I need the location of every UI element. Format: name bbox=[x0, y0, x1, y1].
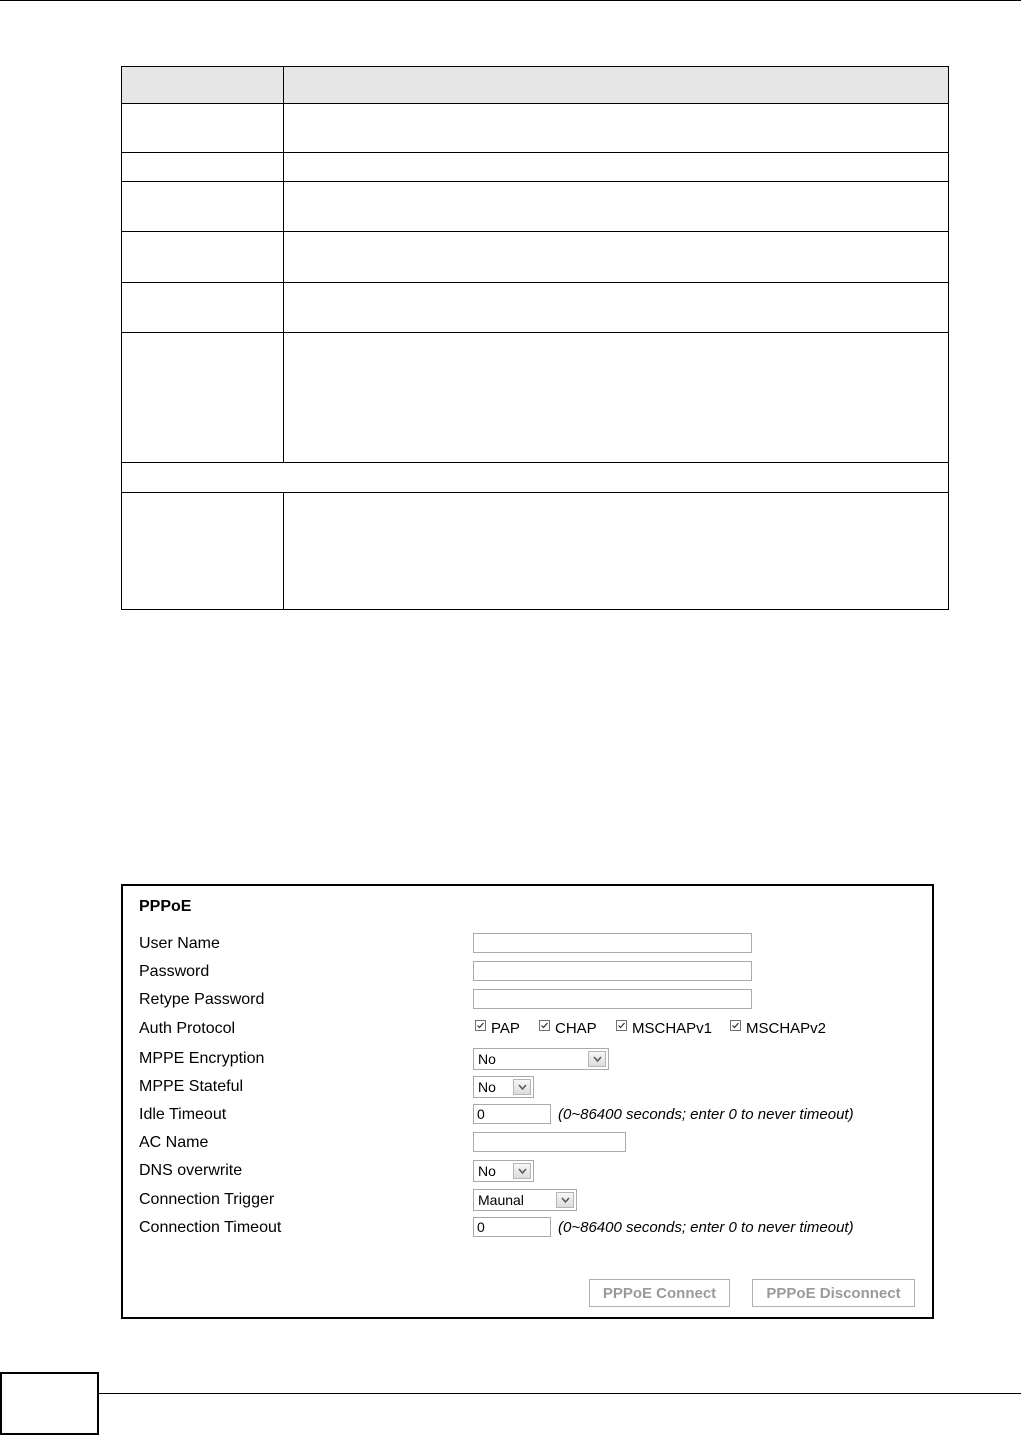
panel-title: PPPoE bbox=[139, 898, 192, 915]
mppe-encryption-value: No bbox=[478, 1051, 496, 1067]
idle-timeout-input[interactable] bbox=[473, 1104, 551, 1124]
table-row-divider bbox=[122, 462, 948, 463]
user-name-input[interactable] bbox=[473, 933, 752, 953]
dns-overwrite-label: DNS overwrite bbox=[139, 1162, 243, 1179]
table-header-row bbox=[122, 67, 948, 104]
connection-timeout-hint: (0~86400 seconds; enter 0 to never timeout) bbox=[558, 1219, 854, 1236]
retype-password-input[interactable] bbox=[473, 989, 752, 1009]
mschapv1-checkbox[interactable] bbox=[616, 1020, 627, 1031]
connection-trigger-label: Connection Trigger bbox=[139, 1191, 275, 1208]
table-row-divider bbox=[122, 492, 948, 493]
connection-timeout-input[interactable] bbox=[473, 1217, 551, 1237]
table-column-divider bbox=[283, 492, 284, 609]
chap-label: CHAP bbox=[555, 1020, 597, 1037]
table-row-divider bbox=[122, 152, 948, 153]
chevron-down-icon[interactable] bbox=[588, 1051, 606, 1067]
idle-timeout-hint: (0~86400 seconds; enter 0 to never timeout) bbox=[558, 1106, 854, 1123]
mppe-encryption-select[interactable] bbox=[473, 1048, 609, 1070]
chevron-down-icon[interactable] bbox=[513, 1163, 531, 1179]
table-column-divider bbox=[283, 67, 284, 462]
password-label: Password bbox=[139, 963, 210, 980]
table-row-divider bbox=[122, 231, 948, 232]
pppoe-panel bbox=[121, 884, 934, 1319]
mppe-encryption-label: MPPE Encryption bbox=[139, 1050, 265, 1067]
table-row-divider bbox=[122, 181, 948, 182]
dns-overwrite-value: No bbox=[478, 1163, 496, 1179]
footer-rule bbox=[99, 1393, 1021, 1394]
auth-mschapv1-option[interactable] bbox=[616, 1020, 712, 1037]
mppe-stateful-label: MPPE Stateful bbox=[139, 1078, 244, 1095]
ac-name-input[interactable] bbox=[473, 1132, 626, 1152]
auth-mschapv2-option[interactable] bbox=[730, 1020, 826, 1037]
table-row-divider bbox=[122, 282, 948, 283]
chevron-down-icon[interactable] bbox=[556, 1192, 574, 1208]
mschapv2-checkbox[interactable] bbox=[730, 1020, 741, 1031]
page-top-rule bbox=[0, 0, 1021, 1]
idle-timeout-label: Idle Timeout bbox=[139, 1106, 227, 1123]
retype-password-label: Retype Password bbox=[139, 991, 265, 1008]
auth-pap-option[interactable] bbox=[475, 1020, 520, 1037]
table-row-divider bbox=[122, 332, 948, 333]
pap-checkbox[interactable] bbox=[475, 1020, 486, 1031]
connection-trigger-value: Maunal bbox=[478, 1192, 524, 1208]
auth-chap-option[interactable] bbox=[539, 1020, 597, 1037]
mppe-stateful-select[interactable] bbox=[473, 1076, 534, 1098]
pap-label: PAP bbox=[491, 1020, 520, 1037]
chevron-down-icon[interactable] bbox=[513, 1079, 531, 1095]
dns-overwrite-select[interactable] bbox=[473, 1160, 534, 1182]
connection-timeout-label: Connection Timeout bbox=[139, 1219, 282, 1236]
mschapv2-label: MSCHAPv2 bbox=[746, 1020, 827, 1037]
page-number-box bbox=[0, 1372, 99, 1435]
pppoe-disconnect-button[interactable]: PPPoE Disconnect bbox=[752, 1279, 915, 1307]
mppe-stateful-value: No bbox=[478, 1079, 496, 1095]
password-input[interactable] bbox=[473, 961, 752, 981]
checkmark-icon bbox=[731, 1021, 740, 1030]
ac-name-label: AC Name bbox=[139, 1134, 209, 1151]
chap-checkbox[interactable] bbox=[539, 1020, 550, 1031]
auth-protocol-label: Auth Protocol bbox=[139, 1020, 236, 1037]
checkmark-icon bbox=[476, 1021, 485, 1030]
user-name-label: User Name bbox=[139, 935, 220, 952]
pppoe-connect-button[interactable]: PPPoE Connect bbox=[589, 1279, 730, 1307]
mschapv1-label: MSCHAPv1 bbox=[632, 1020, 713, 1037]
connection-trigger-select[interactable] bbox=[473, 1189, 577, 1211]
reference-table bbox=[121, 66, 949, 610]
checkmark-icon bbox=[617, 1021, 626, 1030]
checkmark-icon bbox=[540, 1021, 549, 1030]
